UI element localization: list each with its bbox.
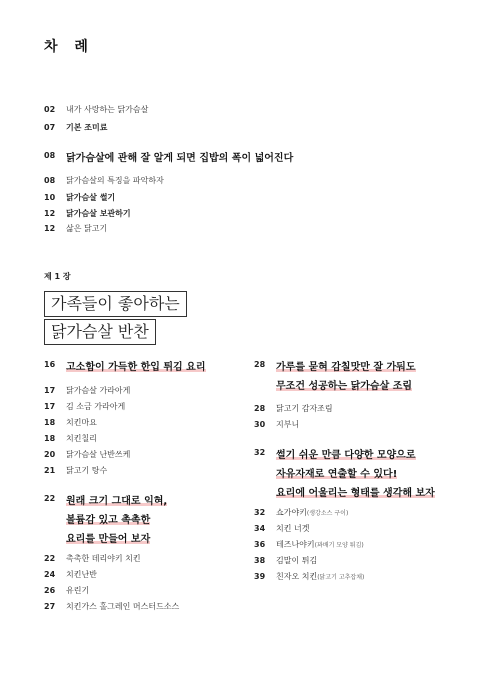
toc-label: 치킨가스 홀그레인 머스터드소스 xyxy=(66,602,180,611)
page-number: 22 xyxy=(44,494,56,503)
toc-label: 닭가슴살 가라아게 xyxy=(66,386,131,395)
toc-label: 치킨난반 xyxy=(66,570,97,579)
page-title: 차 례 xyxy=(44,39,94,55)
toc-entry[interactable] xyxy=(254,571,364,582)
chapter-label: 제 1 장 xyxy=(44,272,71,281)
section-title-line: 무조건 성공하는 닭가슴살 조림 xyxy=(276,381,413,392)
page-number: 22 xyxy=(44,554,56,563)
page-number: 34 xyxy=(254,524,266,533)
toc-entry[interactable] xyxy=(44,601,179,612)
toc-entry[interactable] xyxy=(254,507,348,518)
toc-entry[interactable] xyxy=(254,419,299,430)
page-number: 10 xyxy=(44,193,56,202)
toc-label: 삶은 닭고기 xyxy=(66,224,108,233)
section-title-line: 자유자재로 연출할 수 있다! xyxy=(276,469,398,480)
toc-entry[interactable] xyxy=(254,539,364,550)
page-number: 28 xyxy=(254,404,266,413)
toc-label: 김말이 튀김 xyxy=(276,556,318,565)
section-heading[interactable] xyxy=(254,446,435,503)
toc-label: 닭가슴살의 특징을 파악하자 xyxy=(66,176,164,185)
page-number: 16 xyxy=(44,360,56,369)
toc-label: 김 소금 가라아게 xyxy=(66,402,126,411)
page-number: 24 xyxy=(44,570,56,579)
page-number: 21 xyxy=(44,466,56,475)
toc-label: 쇼가야키 xyxy=(276,508,307,517)
section-heading[interactable] xyxy=(44,149,293,168)
page-number: 27 xyxy=(44,602,56,611)
page-number: 38 xyxy=(254,556,266,565)
toc-label: 닭고기 탕수 xyxy=(66,466,108,475)
section-title-line: 썰기 쉬운 만큼 다양한 모양으로 xyxy=(276,450,416,461)
page-number: 17 xyxy=(44,386,56,395)
section-title-line: 가루를 묻혀 감칠맛만 잘 가둬도 xyxy=(276,362,416,373)
page-number: 32 xyxy=(254,508,266,517)
toc-sublabel: (꽈배기 모양 튀김) xyxy=(314,542,364,549)
page-number: 18 xyxy=(44,434,56,443)
toc-entry[interactable] xyxy=(44,449,130,460)
toc-entry[interactable] xyxy=(44,433,97,444)
page-number: 17 xyxy=(44,402,56,411)
chapter-title-line2: 닭가슴살 반찬 xyxy=(44,319,156,345)
page-number: 36 xyxy=(254,540,266,549)
page-number: 20 xyxy=(44,450,56,459)
toc-label: 치킨마요 xyxy=(66,418,97,427)
section-title-line: 요리에 어울리는 형태를 생각해 보자 xyxy=(276,488,435,499)
toc-entry[interactable] xyxy=(44,401,125,412)
toc-label: 치킨 너겟 xyxy=(276,524,310,533)
toc-label: 닭가슴살 난반쓰케 xyxy=(66,450,131,459)
page-number: 32 xyxy=(254,448,266,457)
toc-entry[interactable] xyxy=(44,122,107,133)
page-number: 07 xyxy=(44,123,56,132)
page-number: 08 xyxy=(44,151,56,160)
section-title-line: 원래 크기 그대로 익혀, xyxy=(66,496,168,507)
toc-entry[interactable] xyxy=(44,104,148,115)
page-number: 08 xyxy=(44,176,56,185)
section-title-line: 볼륨감 있고 촉촉한 xyxy=(66,515,151,526)
toc-sublabel: (닭고기 고추잡채) xyxy=(317,574,365,581)
toc-entry[interactable] xyxy=(254,403,333,414)
toc-label: 닭가슴살 보관하기 xyxy=(66,209,131,218)
toc-label: 촉촉한 데리야키 치킨 xyxy=(66,554,141,563)
toc-label: 치킨칠리 xyxy=(66,434,97,443)
page-number: 18 xyxy=(44,418,56,427)
page-number: 30 xyxy=(254,420,266,429)
section-heading[interactable] xyxy=(254,358,416,396)
section-heading[interactable] xyxy=(44,492,167,549)
section-heading[interactable] xyxy=(44,358,206,377)
toc-entry[interactable] xyxy=(44,223,107,234)
toc-label: 지부니 xyxy=(276,420,300,429)
page-number: 02 xyxy=(44,105,56,114)
toc-entry[interactable] xyxy=(44,465,107,476)
toc-label: 닭고기 감자조림 xyxy=(276,404,333,413)
chapter-title-line1: 가족들이 좋아하는 xyxy=(44,291,187,317)
toc-label: 테즈나야키 xyxy=(276,540,315,549)
section-title-line: 요리를 만들어 보자 xyxy=(66,534,151,545)
toc-entry[interactable] xyxy=(254,555,317,566)
toc-entry[interactable] xyxy=(44,385,130,396)
toc-label: 친자오 치킨 xyxy=(276,572,318,581)
toc-entry[interactable] xyxy=(44,175,164,186)
toc-entry[interactable] xyxy=(44,553,141,564)
section-title: 닭가슴살에 관해 잘 알게 되면 집밥의 폭이 넓어진다 xyxy=(66,153,294,164)
page-number: 39 xyxy=(254,572,266,581)
toc-entry[interactable] xyxy=(44,585,89,596)
toc-label: 기본 조미료 xyxy=(66,123,108,132)
section-title-line: 고소함이 가득한 한입 튀김 요리 xyxy=(66,362,206,373)
toc-entry[interactable] xyxy=(44,569,97,580)
toc-entry[interactable] xyxy=(44,208,131,219)
toc-label: 유린기 xyxy=(66,586,90,595)
toc-label: 내가 사랑하는 닭가슴살 xyxy=(66,105,149,114)
page-number: 28 xyxy=(254,360,266,369)
page-number: 26 xyxy=(44,586,56,595)
toc-label: 닭가슴살 썰기 xyxy=(66,193,116,202)
toc-entry[interactable] xyxy=(254,523,309,534)
page-number: 12 xyxy=(44,224,56,233)
toc-sublabel: (생강소스 구이) xyxy=(306,510,349,517)
toc-entry[interactable] xyxy=(44,417,97,428)
toc-entry[interactable] xyxy=(44,192,115,203)
page-number: 12 xyxy=(44,209,56,218)
